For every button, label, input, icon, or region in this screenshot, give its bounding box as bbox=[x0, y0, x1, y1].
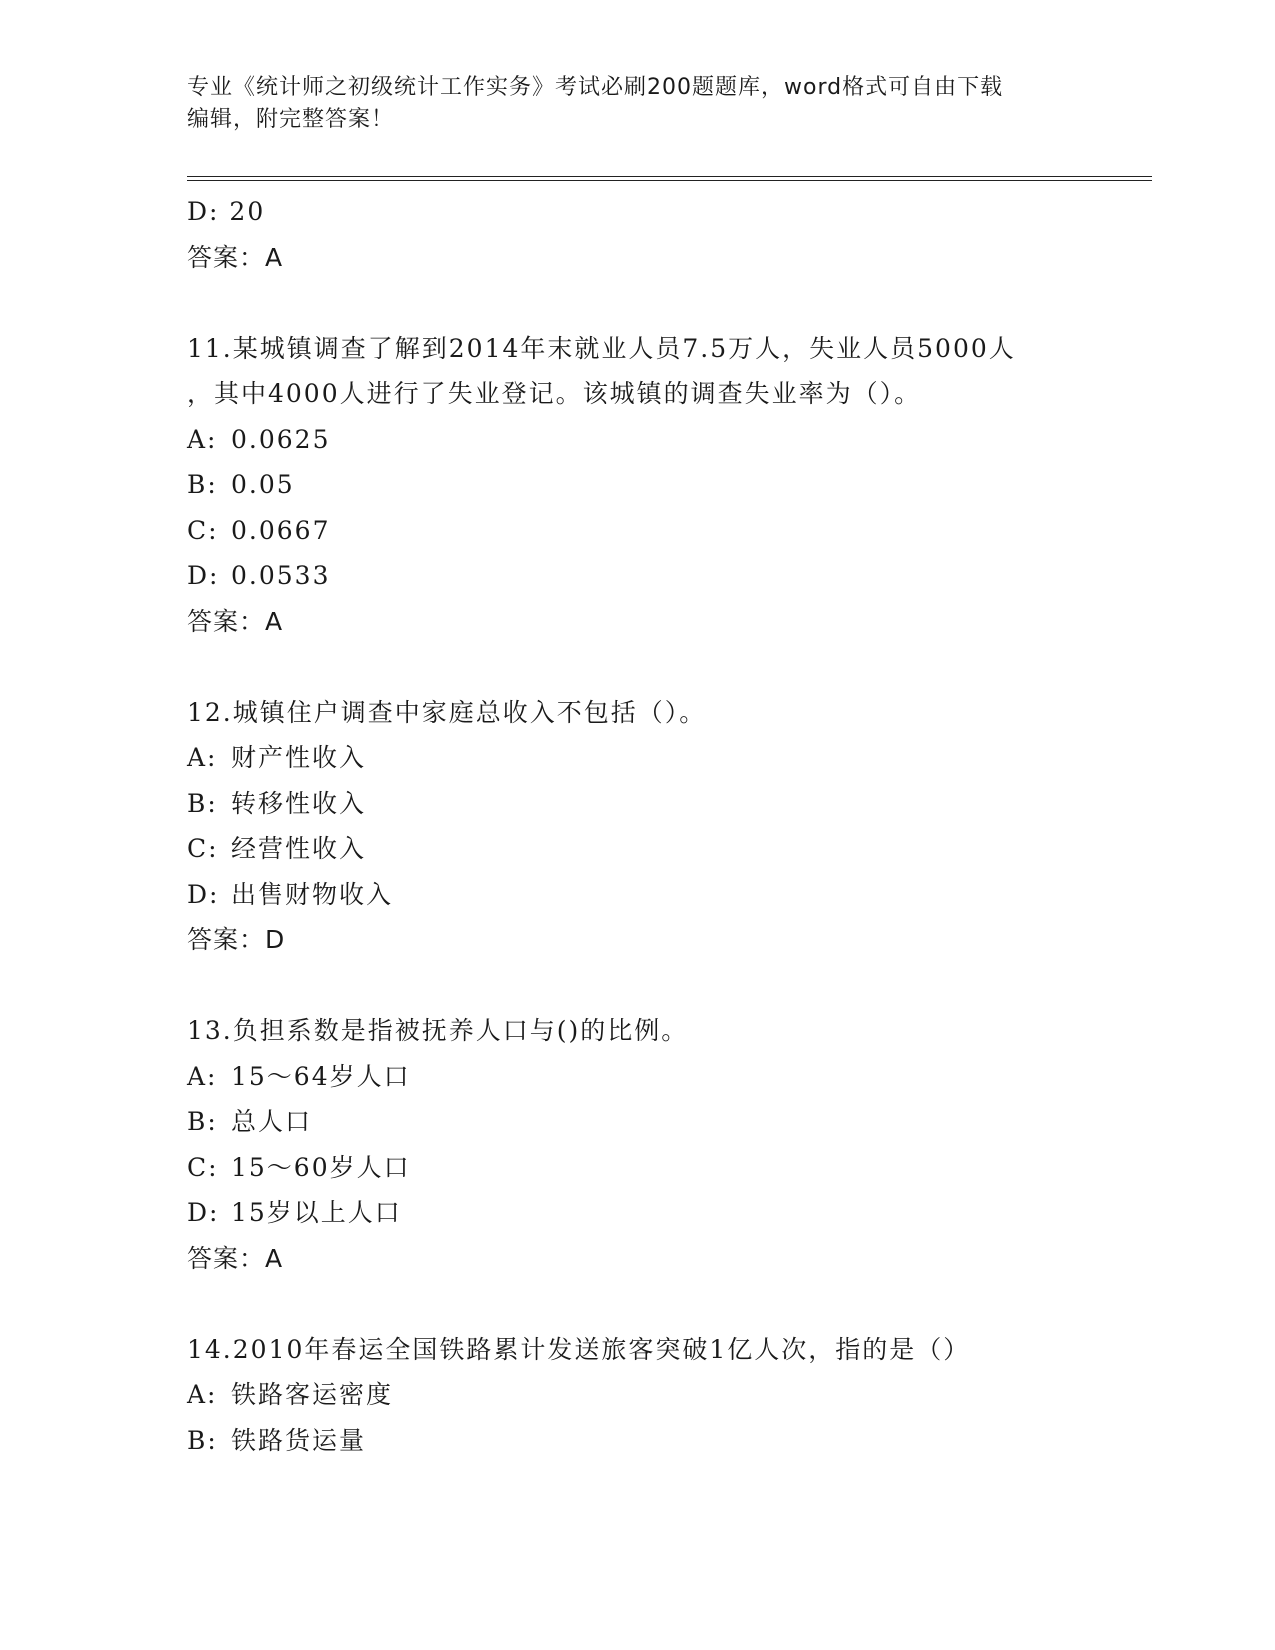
option-label: B: bbox=[187, 788, 218, 818]
header-divider-bottom bbox=[187, 180, 1152, 181]
question-stem: 14.2010年春运全国铁路累计发送旅客突破1亿人次，指的是（） bbox=[187, 1334, 971, 1364]
option-label: C: bbox=[187, 515, 219, 545]
option-text: 总人口 bbox=[231, 1107, 313, 1136]
answer-line: 答案：D bbox=[187, 925, 286, 954]
option-b bbox=[187, 1099, 1107, 1145]
option-text: 铁路客运密度 bbox=[231, 1380, 394, 1409]
option-d: D: 20 bbox=[187, 197, 266, 226]
option-label: B: bbox=[187, 470, 218, 499]
header-title-line-2: 编辑，附完整答案！ bbox=[187, 107, 395, 132]
question-block-12 bbox=[187, 690, 1107, 963]
option-c bbox=[187, 508, 1107, 554]
option-d bbox=[187, 872, 1107, 918]
option-label: D: bbox=[187, 879, 220, 909]
question-stem: 12.城镇住户调查中家庭总收入不包括（）。 bbox=[187, 697, 707, 727]
document-header bbox=[187, 72, 1087, 136]
question-list bbox=[187, 189, 1107, 1463]
option-text: 0.0667 bbox=[231, 515, 331, 545]
option-b bbox=[187, 462, 1107, 508]
option-b bbox=[187, 1418, 1107, 1464]
option-text: 财产性收入 bbox=[231, 743, 367, 772]
question-stem: 13.负担系数是指被抚养人口与()的比例。 bbox=[187, 1016, 689, 1045]
option-text: 转移性收入 bbox=[231, 788, 367, 818]
option-label: A: bbox=[187, 1061, 218, 1091]
option-text: 0.0533 bbox=[231, 561, 331, 590]
option-b bbox=[187, 781, 1107, 827]
spacer bbox=[187, 1281, 1107, 1327]
answer-line: 答案：A bbox=[187, 606, 284, 636]
answer-line: 答案：A bbox=[187, 242, 284, 272]
option-text: 铁路货运量 bbox=[231, 1425, 367, 1455]
option-c bbox=[187, 826, 1107, 872]
option-label: A: bbox=[187, 424, 218, 454]
question-stem: 11.某城镇调查了解到2014年末就业人员7.5万人，失业人员5000人 bbox=[187, 333, 1016, 363]
option-label: C: bbox=[187, 834, 219, 863]
option-label: B: bbox=[187, 1425, 218, 1455]
option-text: 15～60岁人口 bbox=[231, 1152, 411, 1182]
option-text: 经营性收入 bbox=[231, 834, 367, 863]
option-text: 0.0625 bbox=[231, 424, 331, 454]
spacer bbox=[187, 644, 1107, 690]
option-a bbox=[187, 417, 1107, 463]
answer-line: 答案：A bbox=[187, 1243, 284, 1273]
header-title-line-1: 专业《统计师之初级统计工作实务》考试必刷200题题库，word格式可自由下载 bbox=[187, 75, 1004, 100]
option-text: 出售财物收入 bbox=[231, 879, 394, 909]
option-text: 0.05 bbox=[231, 470, 295, 499]
option-label: B: bbox=[187, 1107, 218, 1136]
option-label: D: bbox=[187, 561, 220, 590]
option-label: A: bbox=[187, 1380, 218, 1409]
question-block-13 bbox=[187, 1008, 1107, 1281]
question-stem-continued: ，其中4000人进行了失业登记。该城镇的调查失业率为（）。 bbox=[187, 379, 922, 408]
option-d bbox=[187, 1190, 1107, 1236]
header-divider-top bbox=[187, 176, 1152, 177]
option-c bbox=[187, 1145, 1107, 1191]
question-block-14 bbox=[187, 1327, 1107, 1464]
option-a bbox=[187, 1054, 1107, 1100]
option-d bbox=[187, 553, 1107, 599]
option-label: D: bbox=[187, 1198, 220, 1227]
spacer bbox=[187, 280, 1107, 326]
option-text: 15岁以上人口 bbox=[231, 1198, 402, 1227]
question-block-11 bbox=[187, 326, 1107, 645]
option-a bbox=[187, 735, 1107, 781]
option-text: 15～64岁人口 bbox=[231, 1061, 411, 1091]
option-label: A: bbox=[187, 743, 218, 772]
option-a bbox=[187, 1372, 1107, 1418]
spacer bbox=[187, 963, 1107, 1009]
option-label: C: bbox=[187, 1152, 219, 1182]
